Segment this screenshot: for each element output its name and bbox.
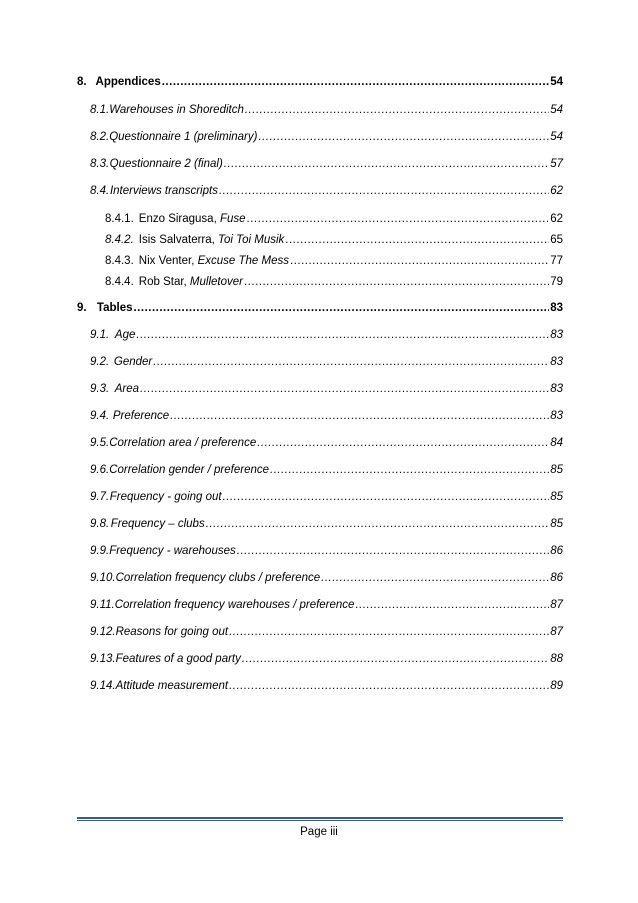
toc-page-number: 86 <box>550 545 563 557</box>
toc-title: Correlation gender / preference <box>109 464 270 476</box>
toc-number: 9.6. <box>90 464 110 476</box>
toc-number: 9.7. <box>90 491 110 503</box>
toc-entry[interactable] <box>90 463 563 477</box>
interviewee-name: Nix Venter, <box>138 255 198 267</box>
toc-number: 8. <box>77 76 87 88</box>
toc-leader-dots <box>229 625 549 639</box>
toc-subentry[interactable] <box>105 233 563 247</box>
toc-leader-dots <box>258 130 549 144</box>
toc-number: 8.3. <box>90 158 110 170</box>
toc-page-number: 84 <box>550 437 563 449</box>
toc-entry[interactable] <box>90 355 563 369</box>
toc-leader-dots <box>224 157 549 171</box>
toc-number: 9.14. <box>90 680 116 692</box>
toc-page-number: 54 <box>550 104 563 116</box>
footer-rule-thin <box>77 820 563 821</box>
toc-number: 9.3. <box>90 383 110 395</box>
toc-leader-dots <box>133 301 549 315</box>
toc-leader-dots <box>257 436 549 450</box>
toc-number: 8.4.1. <box>105 213 134 225</box>
toc-page-number: 85 <box>550 491 563 503</box>
toc-number: 9.4. <box>90 410 110 422</box>
toc-leader-dots <box>244 275 549 289</box>
toc-leader-dots <box>219 184 549 198</box>
toc-title <box>139 233 285 247</box>
interviewee-name: Enzo Siragusa, <box>138 213 220 225</box>
toc-title <box>139 212 246 226</box>
toc-title: Area <box>114 383 139 395</box>
toc-leader-dots <box>245 103 549 117</box>
toc-entry[interactable] <box>90 130 563 144</box>
toc-leader-dots <box>140 382 549 396</box>
toc-page-number: 83 <box>550 302 563 314</box>
venue-name: Mulletover <box>189 276 243 288</box>
toc-page-number: 62 <box>550 185 563 197</box>
toc-leader-dots <box>290 254 549 268</box>
toc-number: 8.4. <box>90 185 110 197</box>
toc-title: Questionnaire 1 (preliminary) <box>109 131 258 143</box>
toc-subentry[interactable] <box>105 275 563 289</box>
toc-number: 9.11. <box>90 599 115 611</box>
toc-entry[interactable] <box>90 571 563 585</box>
toc-section-tables[interactable] <box>77 301 563 315</box>
toc-subentry[interactable] <box>105 212 563 226</box>
toc-page-number: 57 <box>550 158 563 170</box>
toc-title: Gender <box>113 356 153 368</box>
page-footer-label: Page iii <box>300 826 338 838</box>
toc-entry[interactable] <box>90 436 563 450</box>
toc-leader-dots <box>321 571 549 585</box>
interviewee-name: Rob Star, <box>138 276 190 288</box>
toc-leader-dots <box>153 355 549 369</box>
toc-number: 8.4.3. <box>105 255 134 267</box>
toc-page-number: 85 <box>550 518 563 530</box>
toc-number: 9.13. <box>90 653 116 665</box>
toc-leader-dots <box>136 328 549 342</box>
toc-number: 9.5. <box>90 437 110 449</box>
toc-title <box>139 275 243 289</box>
toc-leader-dots <box>206 517 550 531</box>
toc-page-number: 83 <box>550 383 563 395</box>
toc-entry[interactable] <box>90 382 563 396</box>
toc-leader-dots <box>355 598 549 612</box>
footer-rule <box>77 817 563 819</box>
toc-title: Frequency - warehouses <box>109 545 236 557</box>
toc-page-number: 88 <box>550 653 563 665</box>
toc-number: 9.9. <box>90 545 110 557</box>
toc-page-number: 87 <box>550 599 563 611</box>
toc-title: Reasons for going out <box>115 626 229 638</box>
toc-page-number: 62 <box>550 213 563 225</box>
toc-entry[interactable] <box>90 103 563 117</box>
venue-name: Fuse <box>219 213 246 225</box>
toc-leader-dots <box>170 409 549 423</box>
toc-page-number: 54 <box>550 76 563 88</box>
toc-title: Frequency - going out <box>109 491 222 503</box>
toc-number: 9.1. <box>90 329 110 341</box>
toc-title: Age <box>114 329 136 341</box>
toc-page-number: 77 <box>550 255 563 267</box>
toc-number: 9.8. <box>90 518 110 530</box>
toc-number: 9.2. <box>90 356 110 368</box>
toc-leader-dots <box>270 463 549 477</box>
toc-title: Frequency – clubs <box>110 518 205 530</box>
toc-title: Warehouses in Shoreditch <box>109 104 244 116</box>
toc-leader-dots <box>229 679 549 693</box>
toc-entry[interactable] <box>90 625 563 639</box>
toc-page-number: 85 <box>550 464 563 476</box>
venue-name: Excuse The Mess <box>197 255 289 267</box>
toc-entry[interactable] <box>90 544 563 558</box>
toc-title: Tables <box>96 302 133 314</box>
toc-title <box>139 254 289 268</box>
toc-page-number: 83 <box>550 410 563 422</box>
toc-number: 8.4.4. <box>105 276 134 288</box>
toc-entry[interactable] <box>90 517 563 531</box>
toc-page-number: 83 <box>550 356 563 368</box>
toc-page-number: 83 <box>550 329 563 341</box>
toc-page-number: 86 <box>550 572 563 584</box>
toc-page-number: 54 <box>550 131 563 143</box>
toc-leader-dots <box>237 544 549 558</box>
toc-number: 9.10. <box>90 572 116 584</box>
toc-leader-dots <box>242 652 549 666</box>
toc-number: 8.1. <box>90 104 110 116</box>
toc-entry[interactable] <box>90 157 563 171</box>
toc-entry[interactable] <box>90 679 563 693</box>
toc-title: Correlation frequency clubs / preference <box>115 572 321 584</box>
toc-leader-dots <box>247 212 550 226</box>
toc-entry[interactable] <box>90 490 563 504</box>
toc-title: Correlation frequency warehouses / preference <box>114 599 355 611</box>
toc-leader-dots <box>162 75 549 89</box>
toc-page-number: 89 <box>550 680 563 692</box>
toc-title: Attitude measurement <box>115 680 229 692</box>
toc-leader-dots <box>223 490 550 504</box>
toc-title: Preference <box>112 410 170 422</box>
toc-number: 9. <box>77 302 87 314</box>
toc-title: Interviews transcripts <box>109 185 218 197</box>
toc-page-number: 79 <box>550 276 563 288</box>
toc-entry[interactable] <box>90 184 563 198</box>
toc-entry[interactable] <box>90 409 563 423</box>
toc-number: 8.4.2. <box>105 234 134 246</box>
toc-leader-dots <box>285 233 549 247</box>
toc-title: Features of a good party <box>115 653 241 665</box>
toc-number: 9.12. <box>90 626 116 638</box>
toc-number: 8.2. <box>90 131 110 143</box>
toc-entry[interactable] <box>90 652 563 666</box>
venue-name: Toi Toi Musik <box>218 234 285 246</box>
toc-entry[interactable] <box>90 328 563 342</box>
toc-title: Correlation area / preference <box>109 437 257 449</box>
toc-entry[interactable] <box>90 598 563 612</box>
toc-title: Questionnaire 2 (final) <box>109 158 223 170</box>
interviewee-name: Isis Salvaterra, <box>138 234 219 246</box>
toc-page-number: 65 <box>550 234 563 246</box>
toc-subentry[interactable] <box>105 254 563 268</box>
toc-title: Appendices <box>95 76 161 88</box>
toc-section-appendices[interactable] <box>77 75 563 89</box>
toc-page-number: 87 <box>550 626 563 638</box>
